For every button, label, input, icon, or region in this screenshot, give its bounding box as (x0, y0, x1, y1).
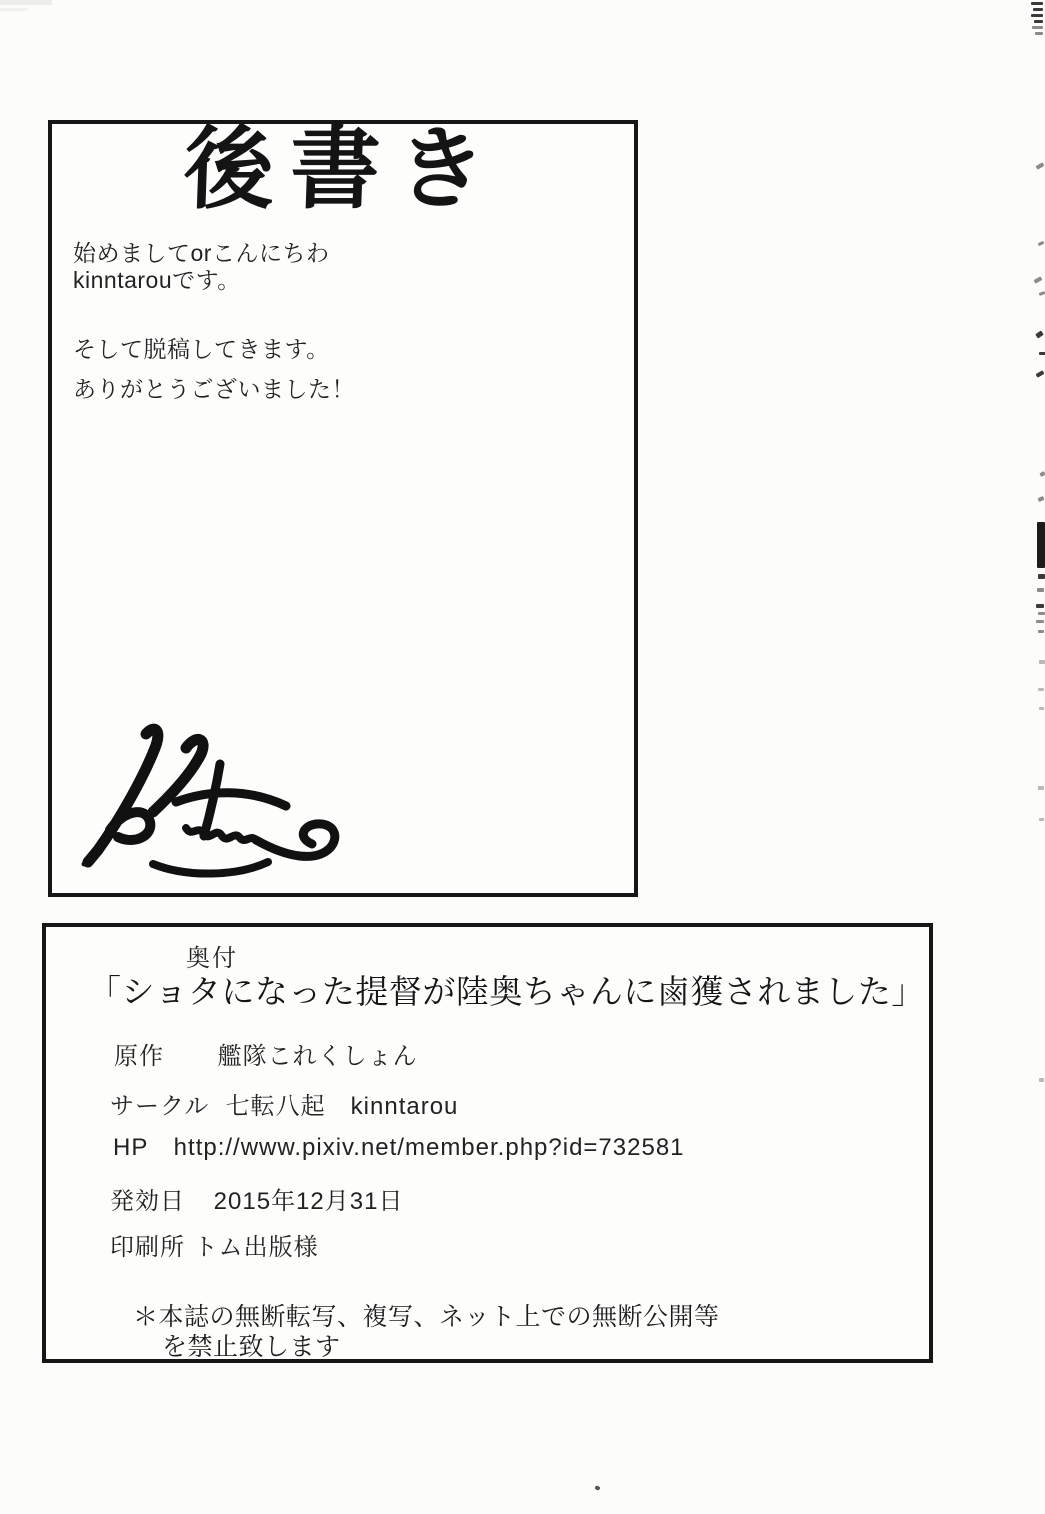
row-value: 艦隊これくしょん (217, 1043, 418, 1070)
scan-mark (1036, 604, 1044, 608)
kinntarou-signature (58, 712, 368, 884)
scan-mark (1038, 612, 1045, 615)
scan-speck (594, 1485, 600, 1491)
scan-mark (1034, 276, 1043, 283)
row-label: 発効日 (110, 1188, 185, 1215)
afterword-body-line1: そして脱稿してきます。 (73, 336, 330, 362)
scan-mark (1038, 630, 1044, 633)
scan-mark (1038, 574, 1045, 579)
row-value: トム出版様 (193, 1234, 319, 1261)
copyright-notice-line2: を禁止致します (162, 1334, 341, 1361)
scan-mark-bar (1037, 522, 1045, 568)
row-label: サークル (110, 1093, 210, 1120)
colophon-row-printer (110, 1227, 319, 1262)
scan-mark (1039, 352, 1045, 355)
row-value homepage-url: http://www.pixiv.net/member.php?id=732581 (173, 1134, 685, 1161)
colophon-label: 奥付 (186, 945, 238, 972)
scan-mark (1031, 14, 1043, 17)
row-value: 2015年12月31日 (213, 1188, 404, 1215)
scan-mark (1039, 471, 1045, 477)
colophon-row-homepage (113, 1134, 685, 1162)
afterword-greeting-line1: 始めましてorこんにちわ (73, 240, 330, 266)
scan-mark (1036, 370, 1045, 377)
afterword-title: 後書き (182, 116, 504, 222)
scan-mark (1039, 291, 1045, 296)
afterword-greeting-line2: kinntarouです。 (73, 267, 241, 293)
row-value: 七転八起 kinntarou (225, 1093, 459, 1120)
scan-mark (1035, 330, 1044, 338)
scan-smudge (0, 0, 52, 5)
scan-mark (1034, 20, 1043, 23)
scan-mark (1033, 8, 1043, 11)
scan-mark (1039, 818, 1044, 821)
afterword-body-line2: ありがとうございました！ (73, 376, 355, 402)
scan-mark (1037, 588, 1044, 592)
scan-mark (1031, 2, 1043, 5)
scan-mark (1036, 162, 1045, 169)
afterword-greeting (73, 240, 329, 294)
row-label: 原作 (114, 1043, 164, 1070)
scan-mark (1036, 620, 1044, 623)
scan-mark (1039, 660, 1045, 664)
colophon-row-circle (110, 1086, 458, 1121)
row-label: 印刷所 (110, 1234, 185, 1261)
colophon-row-original-work (114, 1036, 418, 1071)
scan-mark (1038, 786, 1044, 790)
scan-mark (1035, 32, 1043, 35)
scan-mark (1037, 496, 1044, 502)
scan-mark (1038, 688, 1044, 691)
scan-mark (1039, 707, 1044, 710)
copyright-notice-line1: ＊本誌の無断転写、複写、ネット上での無断公開等 (133, 1304, 720, 1331)
scan-mark (1032, 26, 1043, 29)
book-title: 「ショタになった提督が陸奥ちゃんに鹵獲されました」 (88, 973, 925, 1010)
row-label: HP (113, 1134, 149, 1161)
scan-smudge (0, 8, 28, 11)
scan-mark (1039, 1078, 1044, 1082)
scan-mark (1038, 241, 1045, 246)
colophon-row-issue-date (110, 1181, 403, 1216)
